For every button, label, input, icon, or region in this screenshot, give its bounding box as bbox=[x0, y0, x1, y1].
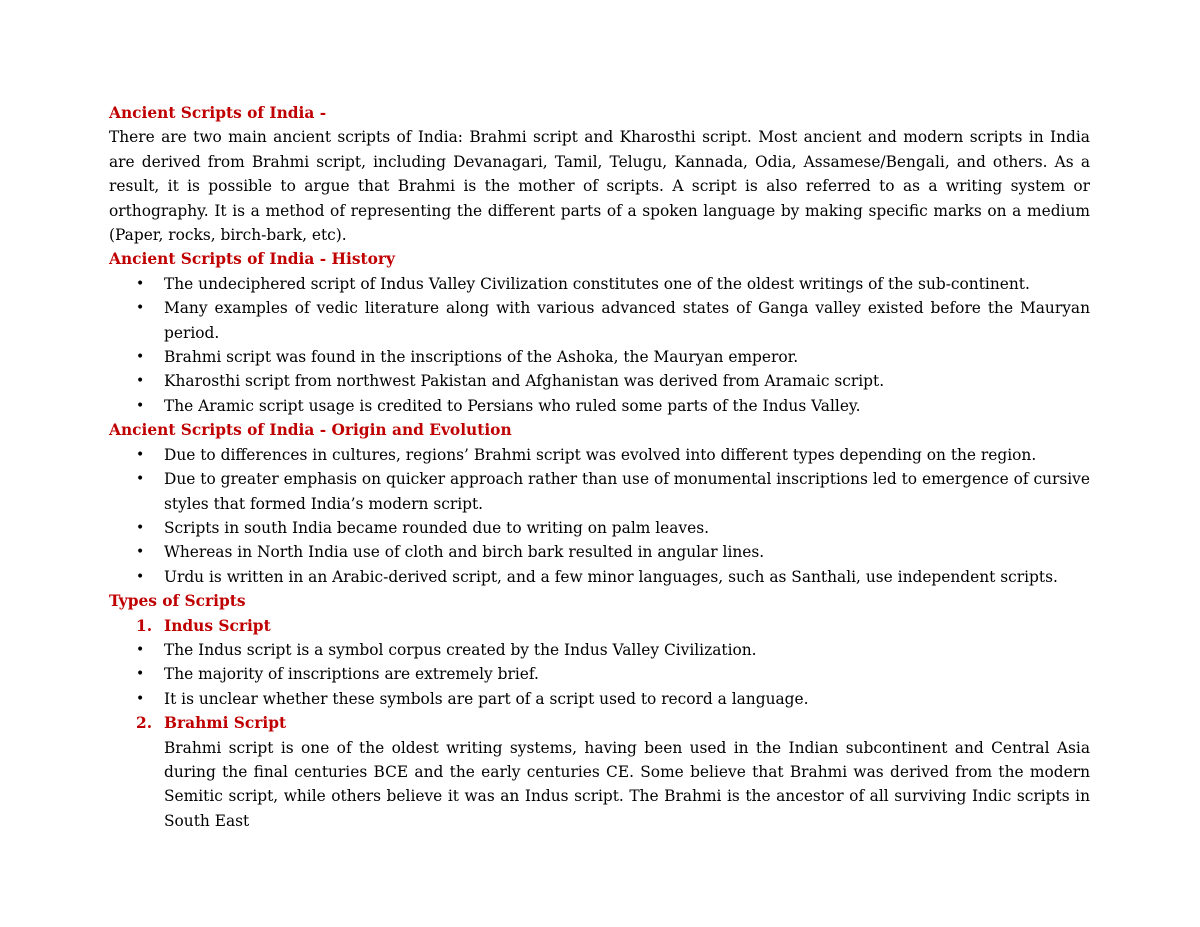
indus-script-title: Indus Script bbox=[164, 616, 271, 635]
list-item: • Whereas in North India use of cloth and birch bark resulted in angular lines. bbox=[109, 540, 1090, 564]
bullet-icon: • bbox=[136, 519, 145, 536]
list-number: 2. bbox=[136, 714, 153, 733]
list-item: • Scripts in south India became rounded due to writing on palm leaves. bbox=[109, 516, 1090, 540]
heading-ancient-scripts: Ancient Scripts of India - bbox=[109, 104, 327, 122]
indus-list bbox=[109, 638, 1090, 711]
list-number: 1. bbox=[136, 616, 153, 635]
bullet-icon: • bbox=[136, 373, 145, 390]
bullet-icon: • bbox=[136, 544, 145, 561]
bullet-icon: • bbox=[136, 568, 145, 585]
list-item: • Due to differences in cultures, regions’ Brahmi script was evolved into different types depending on the region. bbox=[109, 443, 1090, 467]
bullet-icon: • bbox=[136, 275, 145, 292]
bullet-icon: • bbox=[136, 446, 145, 463]
heading-history: Ancient Scripts of India - History bbox=[109, 250, 395, 269]
list-item: • It is unclear whether these symbols are part of a script used to record a language. bbox=[109, 687, 1090, 711]
document-page bbox=[109, 101, 1090, 833]
list-item: • The Indus script is a symbol corpus created by the Indus Valley Civilization. bbox=[109, 638, 1090, 662]
intro-paragraph: There are two main ancient scripts of India: Brahmi script and Kharosthi script. Most ancient and modern scripts in India are derived from Brahmi script, including Devanagari, Tamil, Telugu, Kannada, Odia, Assamese/Bengali, and others. As a result, it is possible to argue that Brahmi is the mother of scripts. A script is also referred to as a writing system or orthography. It is a method of representing the different parts of a spoken language by making specific marks on a medium (Paper, rocks, birch-bark, etc). bbox=[109, 128, 1090, 245]
brahmi-script-title: Brahmi Script bbox=[164, 714, 287, 733]
bullet-icon: • bbox=[136, 471, 145, 488]
list-item: • Kharosthi script from northwest Pakistan and Afghanistan was derived from Aramaic script. bbox=[109, 369, 1090, 393]
list-item: • Due to greater emphasis on quicker approach rather than use of monumental inscriptions led to emergence of cursive styles that formed India’s modern script. bbox=[109, 467, 1090, 516]
list-item: • Urdu is written in an Arabic-derived script, and a few minor languages, such as Santhali, use independent scripts. bbox=[109, 565, 1090, 589]
list-item: • Many examples of vedic literature along with various advanced states of Ganga valley existed before the Mauryan period. bbox=[109, 296, 1090, 345]
numbered-heading-indus bbox=[109, 614, 1090, 638]
list-item: • Brahmi script was found in the inscriptions of the Ashoka, the Mauryan emperor. bbox=[109, 345, 1090, 369]
heading-types-of-scripts: Types of Scripts bbox=[109, 592, 246, 611]
bullet-icon: • bbox=[136, 690, 145, 707]
bullet-icon: • bbox=[136, 641, 145, 658]
list-item: • The undeciphered script of Indus Valley Civilization constitutes one of the oldest writings of the sub-continent. bbox=[109, 272, 1090, 296]
history-list bbox=[109, 272, 1090, 418]
bullet-icon: • bbox=[136, 397, 145, 414]
bullet-icon: • bbox=[136, 349, 145, 366]
bullet-icon: • bbox=[136, 666, 145, 683]
heading-origin-evolution: Ancient Scripts of India - Origin and Evolution bbox=[109, 421, 512, 440]
numbered-heading-brahmi bbox=[109, 711, 1090, 735]
list-item: • The majority of inscriptions are extremely brief. bbox=[109, 662, 1090, 686]
bullet-icon: • bbox=[136, 300, 145, 317]
brahmi-paragraph: Brahmi script is one of the oldest writing systems, having been used in the Indian subcontinent and Central Asia during the final centuries BCE and the early centuries CE. Some believe that Brahmi was derived from the modern Semitic script, while others believe it was an Indus script. The Brahmi is the ancestor of all surviving Indic scripts in South East bbox=[164, 738, 1090, 830]
evolution-list bbox=[109, 443, 1090, 589]
list-item: • The Aramic script usage is credited to Persians who ruled some parts of the Indus Valley. bbox=[109, 394, 1090, 418]
